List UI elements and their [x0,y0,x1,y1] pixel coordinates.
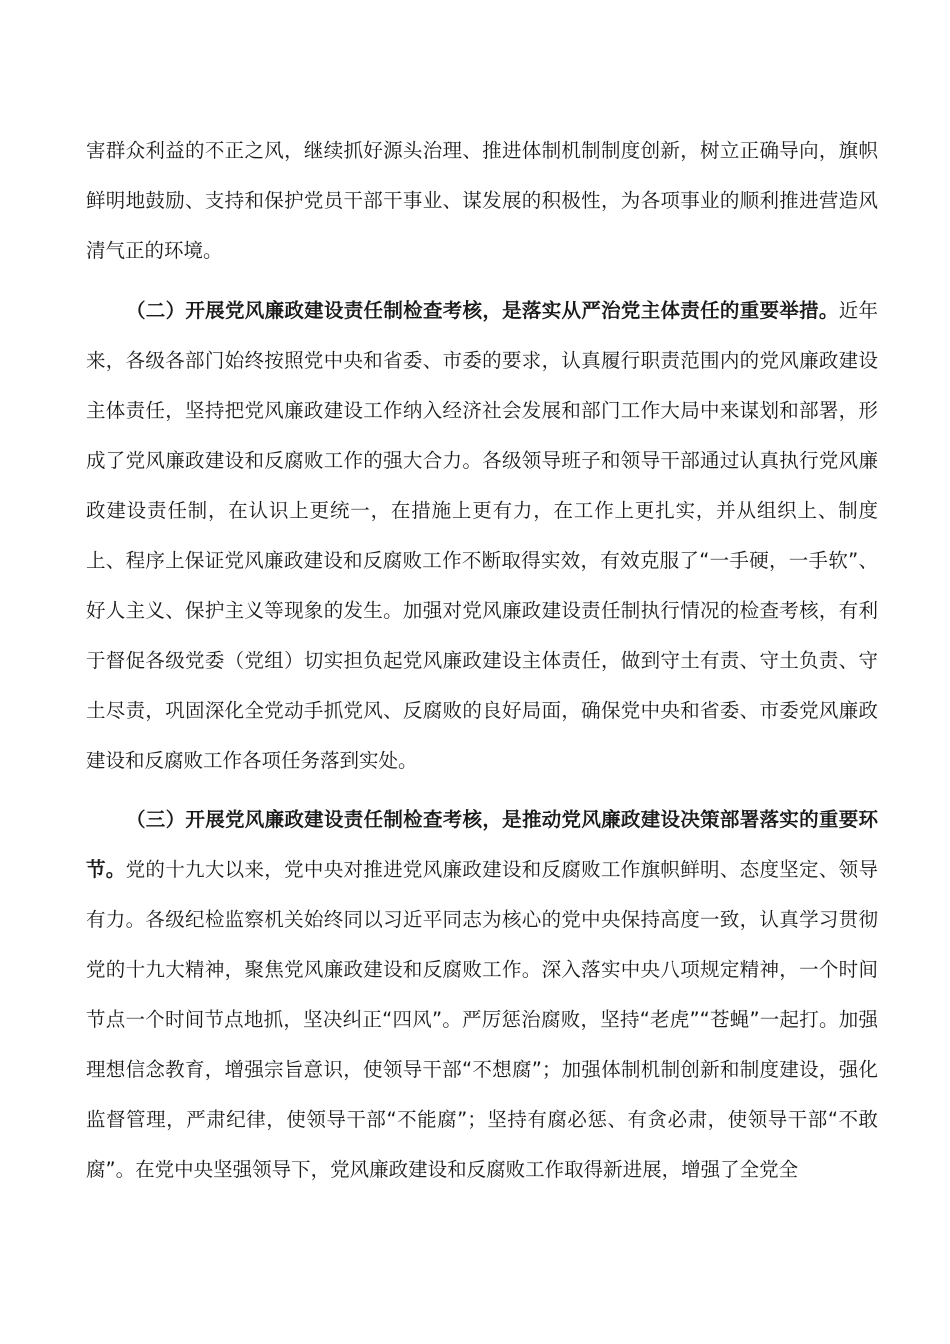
paragraph-2-body: 近年来，各级各部门始终按照党中央和省委、市委的要求，认真履行职责范围内的党风廉政建设主体责任，坚持把党风廉政建设工作纳入经济社会发展和部门工作大局中来谋划和部署，形成了党风廉政建设和反腐败工作的强大合力。各级领导班子和领导干部通过认真执行党风廉政建设责任制，在认识上更统一，在措施上更有力，在工作上更扎实，并从组织上、制度上、程序上保证党风廉政建设和反腐败工作不断取得实效，有效克服了“一手硬，一手软”、好人主义、保护主义等现象的发生。加强对党风廉政建设责任制执行情况的检查考核，有利于督促各级党委（党组）切实担负起党风廉政建设主体责任，做到守土有责、守土负责、守土尽责，巩固深化全党动手抓党风、反腐败的良好局面，确保党中央和省委、市委党风廉政建设和反腐败工作各项任务落到实处。 [86,299,878,772]
paragraph-3-heading: （三）开展党风廉政建设责任制检查考核，是推动党风廉政建设决策部署落实的重要环节。 [86,808,878,881]
paragraph-continued [86,126,878,276]
paragraph-2-heading: （二）开展党风廉政建设责任制检查考核，是落实从严治党主体责任的重要举措。 [126,299,839,322]
paragraph-3-body: 党的十九大以来，党中央对推进党风廉政建设和反腐败工作旗帜鲜明、态度坚定、领导有力。各级纪检监察机关始终同以习近平同志为核心的党中央保持高度一致，认真学习贯彻党的十九大精神，聚焦党风廉政建设和反腐败工作。深入落实中央八项规定精神，一个时间节点一个时间节点地抓，坚决纠正“四风”。严厉惩治腐败，坚持“老虎”“苍蝇”一起打。加强理想信念教育，增强宗旨意识，使领导干部“不想腐”；加强体制机制创新和制度建设，强化监督管理，严肃纪律，使领导干部“不能腐”；坚持有腐必惩、有贪必肃，使领导干部“不敢腐”。在党中央坚强领导下，党风廉政建设和反腐败工作取得新进展，增强了全党全 [86,858,878,1181]
paragraph-section-3 [86,795,878,1195]
paragraph-section-2 [86,286,878,786]
paragraph-1-body: 害群众利益的不正之风，继续抓好源头治理、推进体制机制制度创新，树立正确导向，旗帜鲜明地鼓励、支持和保护党员干部干事业、谋发展的积极性，为各项事业的顺利推进营造风清气正的环境。 [86,139,878,262]
